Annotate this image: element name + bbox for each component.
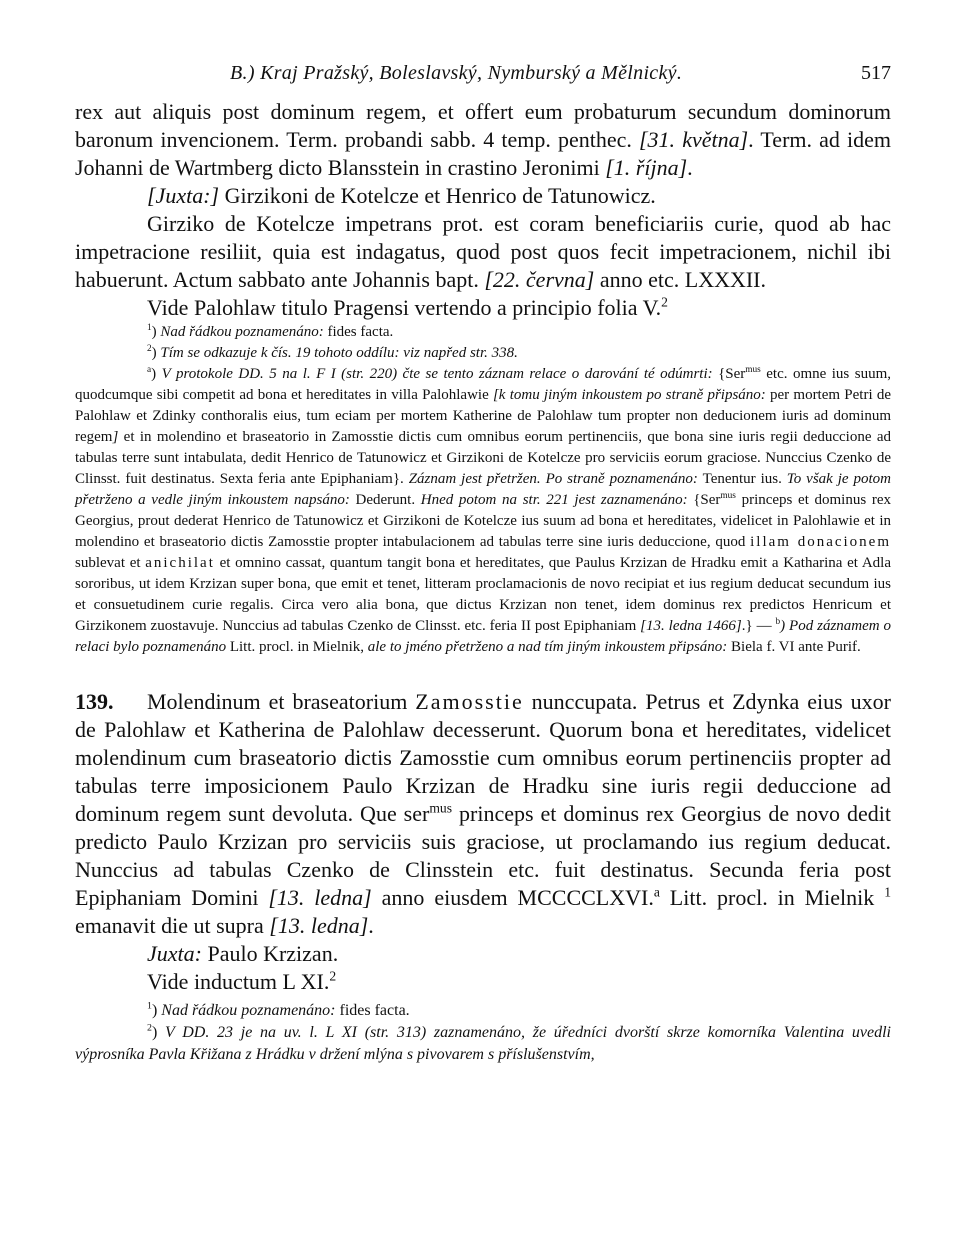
page bbox=[75, 58, 891, 1066]
running-head-title: B.) Kraj Pražský, Boleslavský, Nymburský a Mělnický. bbox=[230, 62, 683, 84]
page-number: 517 bbox=[861, 62, 891, 84]
juxta-line: [Juxta:] Girzikoni de Kotelcze et Henrico de Tatunowicz. bbox=[147, 183, 656, 208]
footnotes-top bbox=[75, 322, 891, 658]
footnotes-bottom bbox=[75, 1000, 891, 1066]
entry-number: 139. bbox=[75, 689, 114, 714]
vide-line: Vide inductum L XI.$^2$ bbox=[147, 968, 337, 994]
footnote: $^2$) V DD. 23 je na uv. l. L XI (str. 313) zaznamenáno, že úředníci dvorští skrze komorníka Valentina uvedli výprosníka Pavla Křižana z Hrádku v držení mlýna s pivovarem s příslušenstvím, bbox=[75, 1022, 892, 1063]
footnote: $^2$) Tím se odkazuje k čís. 19 tohoto oddílu: viz napřed str. 338. bbox=[147, 344, 518, 361]
paragraph: Girziko de Kotelcze impetrans prot. est coram beneficiariis curie, quod ab hac impetracione resiliit, quia est indagatus, quod post quos fecit impetracionem, nichil ibi habuerunt. Actum sabbato ante Johannis bapt. [22. června] anno etc. LXXXII. bbox=[75, 211, 891, 292]
running-head bbox=[75, 58, 891, 98]
date-note: [22. června] bbox=[484, 267, 595, 292]
paragraph: 139. Molendinum et braseatorium Zamosstie nunccupata. Petrus et Zdynka eius uxor de Palohlaw et Katherina de Palohlaw decesserunt. Quorum bona et hereditates, videlicet molendinum cum braseatorio dictis Zamosstie cum omnibus eorum pertinenciis propter ad tabulas terre imposicionem Paulo Krzizan de Hradku sine iuris regii deduccione ad dominum regem sunt devoluta. Que ser$^{mus}$ princeps et dominus rex Georgius de novo dedit predicto Paulo Krzizan pro serviciis suis graciose, ut proclamando ius regium deducat. Nunccius ad tabulas Czenko de Clinsstein etc. fuit destinatus. Secunda feria post Epiphaniam Domini [13. ledna] anno eiusdem MCCCCLXVI.$^a$ Litt. procl. in Mielnik $^1$ emanavit die ut supra [13. ledna]. bbox=[75, 689, 892, 938]
entry-top bbox=[75, 98, 891, 322]
date-note: [1. října] bbox=[605, 155, 688, 180]
juxta-line: Juxta: Paulo Krzizan. bbox=[147, 941, 339, 966]
footnote: $^1$) Nad řádkou poznamenáno: fides facta. bbox=[147, 1000, 410, 1019]
date-note: [31. května] bbox=[639, 127, 749, 152]
footnote: $^1$) Nad řádkou poznamenáno: fides facta. bbox=[147, 323, 394, 340]
vide-line: Vide Palohlaw titulo Pragensi vertendo a principio folia V.$^2$ bbox=[147, 294, 668, 320]
paragraph: rex aut aliquis post dominum regem, et offert eum probaturum secundum dominorum baronum invencionem. Term. probandi sabb. 4 temp. penthec. [31. května]. Term. ad idem Johanni de Wartmberg dicto Blansstein in crastino Jeronimi [1. října]. bbox=[75, 99, 892, 180]
footnote: $^a$) V protokole DD. 5 na l. F I (str. 220) čte se tento záznam relace o darování té odúmrti: {Ser$^{mus}$ etc. omne ius suum, quodcumque sibi competit ad bona et hereditates in villa Palohlawie [k tomu jiným inkoustem po straně připsáno: per mortem Petri de Palohlaw et Zdinky conthoralis eius, tum eciam per mortem Katherine de Palohlaw tum propter non deducionem iuris ad dominum regem] et in molendino et braseatorio in Zamosstie dictis cum omnibus eorum pertinenciis, que bona sine iuris regii deduccione ad tabulas terre sunt intabulata, dedit Henrico de Tatunowicz et Girzikoni de Kotelcze pro serviciis eorum graciose. Nunccius Czenko de Clinsst. fuit destinatus. Sexta feria ante Epiphaniam}. Záznam jest přetržen. Po straně poznamenáno: Tenentur ius. To však je potom přetrženo a vedle jiným inkoustem napsáno: Dederunt. Hned potom na str. 221 jest zaznamenáno: {Ser$^{mus}$ princeps et dominus rex Georgius, prout dederat Henrico de Tatunowicz et Girzikoni de Kotelcze ius suum ad bona et hereditates, videlicet in Palohlawie et in molendino et braseatorio dictis Zamosstie propter intabulacionem ad tabulas terre sine iuris deduccione, quod illam donacionem sublevat et anichilat et omnino cassat, quantum tangit bona et hereditates, que Paulus Krzizan de Hradku emit a Katharina et Adla sororibus, ut idem Krzizan super bona, que emit et tenet, litteram proclamacionis de novo recipiat et ius regium deducat secundum ius et consuetudinem curie regalis. Circa vero alia bona, que dictus Krzizan non tenet, idem dominus rex predictos Henricum et Girzikonem zuostavuje. Nunccius ad tabulas Czenko de Clinsst. etc. feria II post Epiphaniam [13. ledna 1466].} — $^b$) Pod záznamem o relaci bylo poznamenáno Litt. procl. in Mielnik, ale to jméno přetrženo a nad tím jiným inkoustem připsáno: Biela f. VI ante Purif. bbox=[75, 365, 892, 655]
date-note: [13. ledna] bbox=[269, 913, 369, 938]
date-note: [13. ledna] bbox=[268, 885, 372, 910]
entry-139 bbox=[75, 688, 891, 996]
